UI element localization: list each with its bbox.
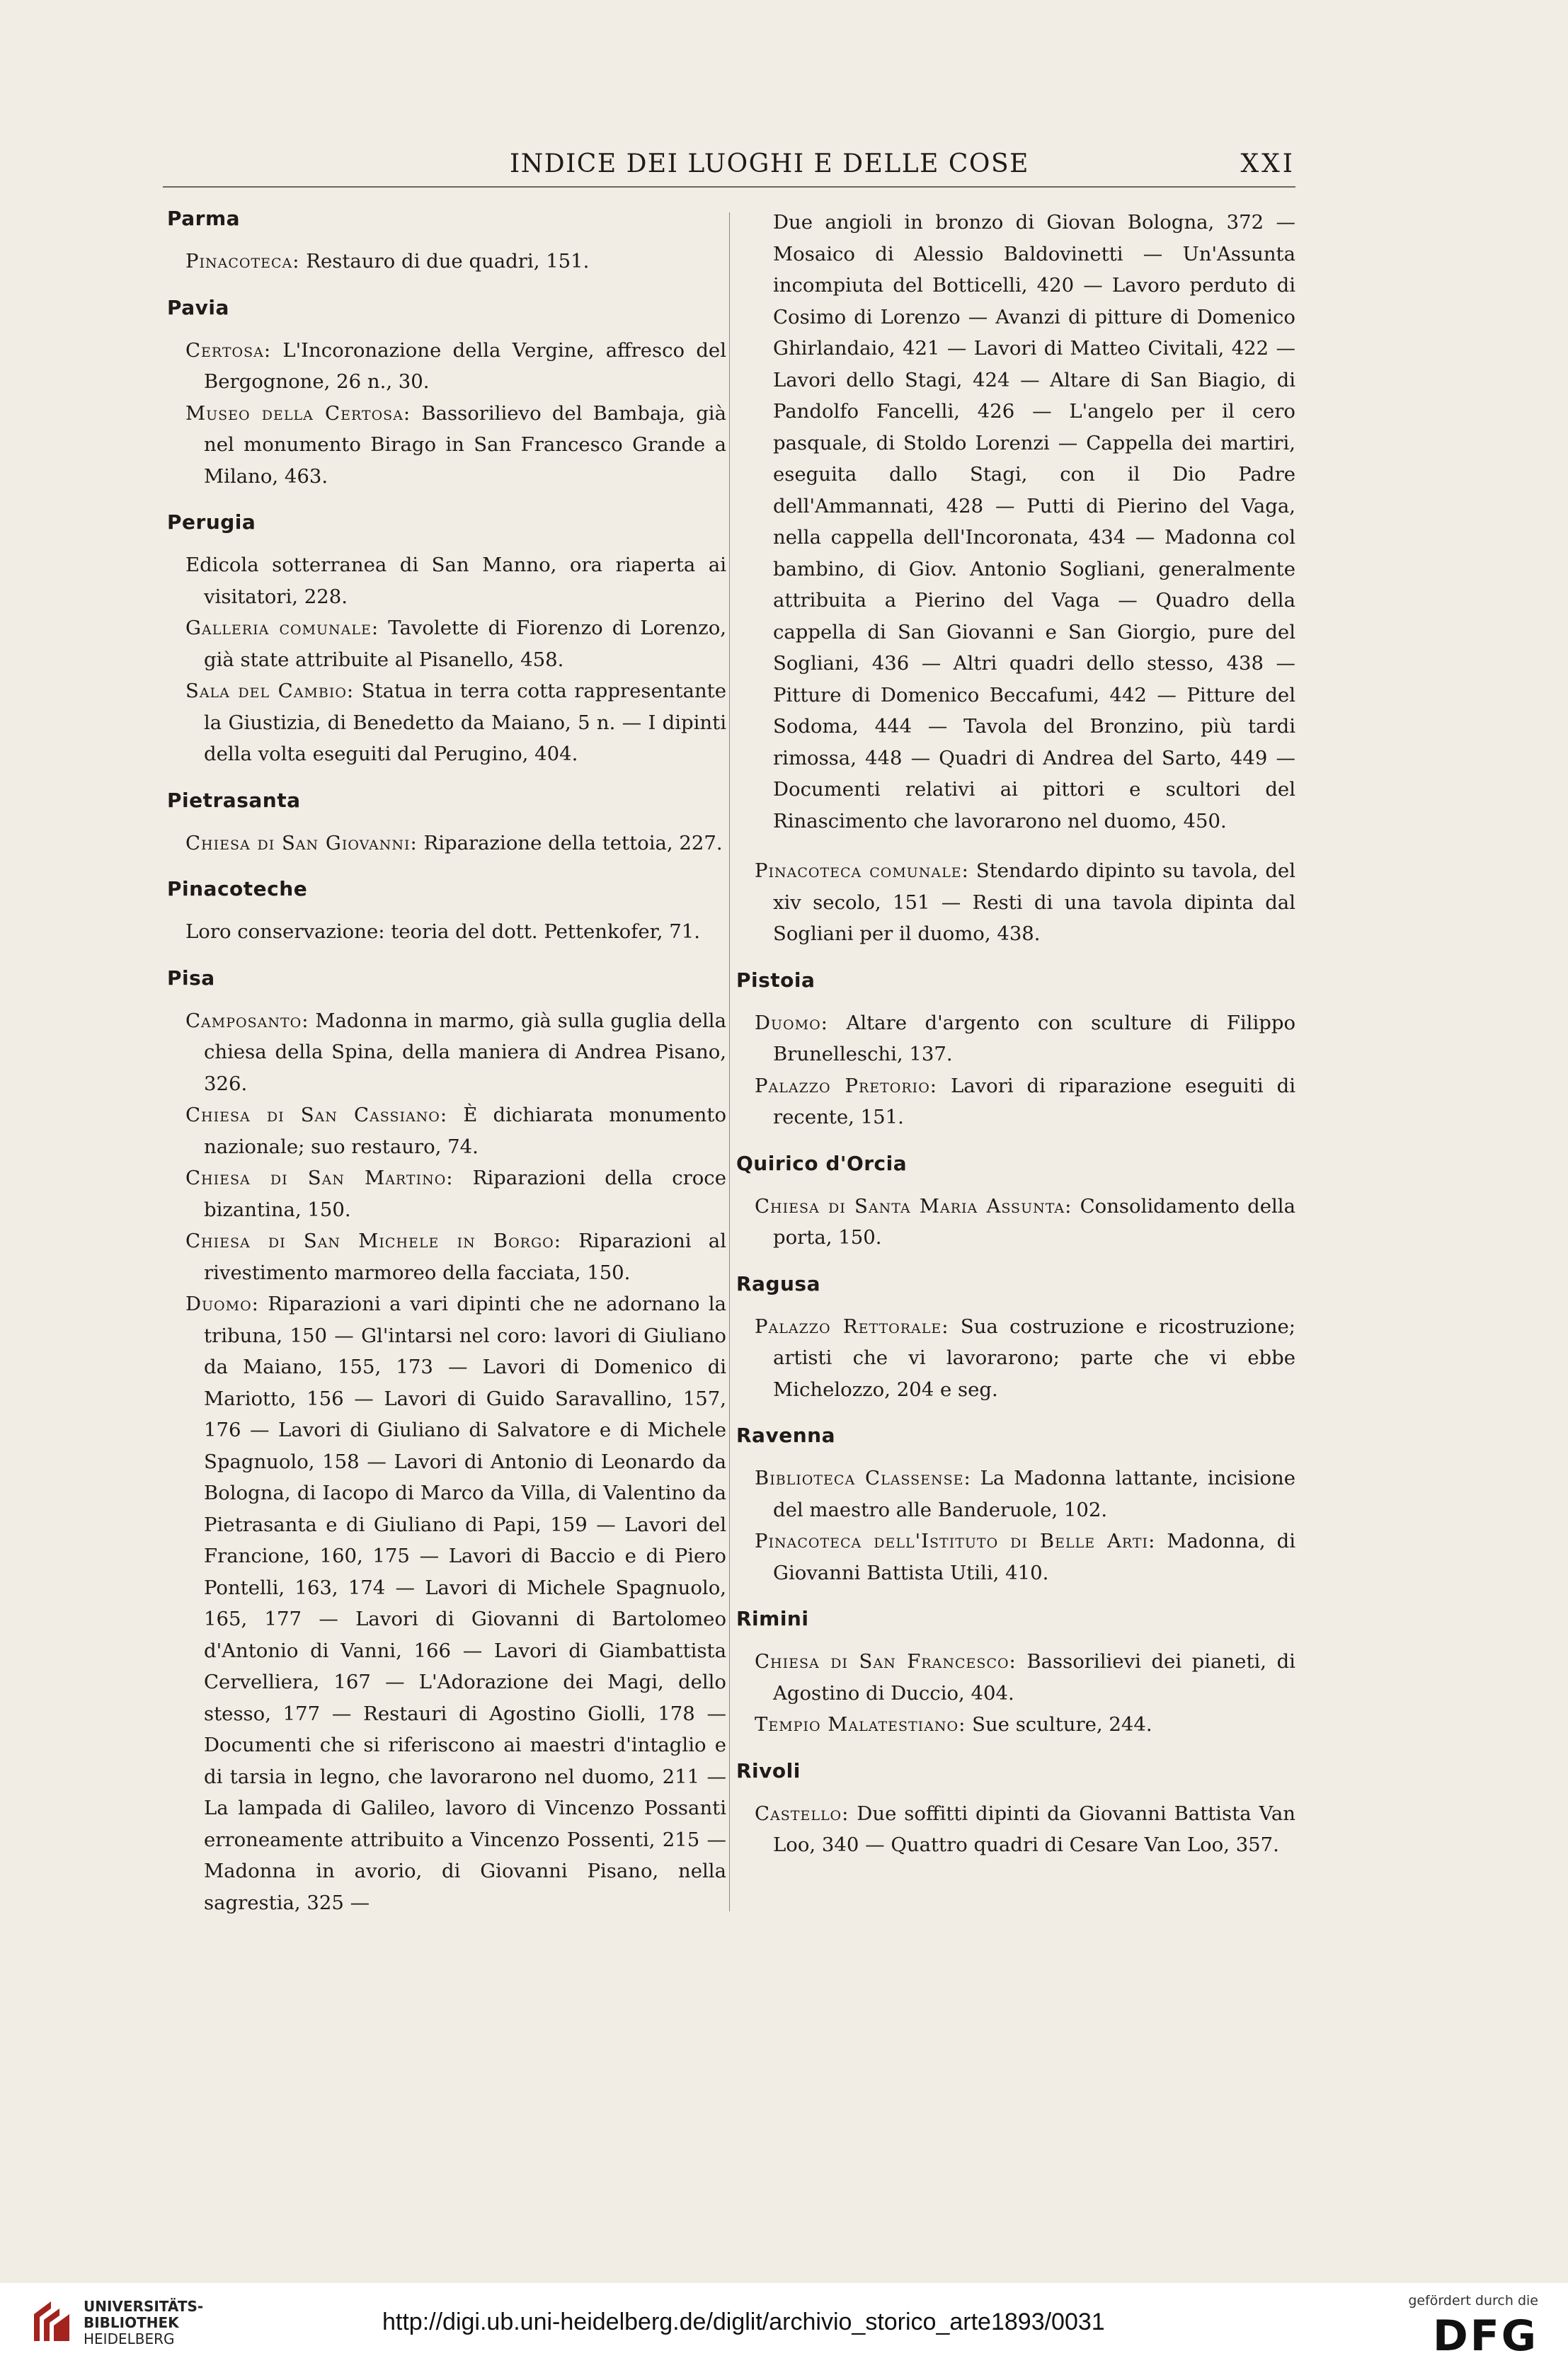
entry-text: Riparazione della tettoia, 227. [417,831,723,854]
index-section [732,968,1295,1133]
library-line-3: HEIDELBERG [84,2330,175,2347]
library-line-2: BIBLIOTHEK [84,2314,179,2331]
entry-text: Restauro di due quadri, 151. [299,250,590,273]
entry-text: Due soffitti dipinti da Giovanni Battista Van Loo, 340 — Quattro quadri di Cesare Van Loo, 357. [773,1802,1295,1856]
index-section [163,207,726,278]
entry-text: Riparazioni a vari dipinti che ne adornano la tribuna, 150 — Gl'intarsi nel coro: lavori di Giuliano da Maiano, 155, 173 — Lavori di Domenico di Mariotto, 156 — Lavori di Guido Saravallino, 157, 176 — Lavori di Giuliano di Salvatore e di Michele Spagnuolo, 158 — Lavori di Antonio di Leonardo da Bologna, di Iacopo di Marco da Villa, di Valentino da Pietrasanta e di Giuliano di Papi, 159 — Lavori del Francione, 160, 175 — Lavori di Baccio e di Piero Pontelli, 163, 174 — Lavori di Michele Spagnuolo, 165, 177 — Lavori di Giovanni di Bartolomeo d'Antonio di Vanni, 166 — Lavori di Giambattista Cervelliera, 167 — L'Adorazione dei Magi, dello stesso, 177 — Restauri di Agostino Giolli, 178 — Documenti che si riferiscono ai maestri d'intaglio e di tarsia in legno, che lavorarono nel duomo, 211 — La lampada di Galileo, lavoro di Vincenzo Possanti erroneamente attribuito a Vincenzo Possenti, 215 — Madonna in avorio, di Giovanni Pisano, nella sagrestia, 325 — [204,1293,726,1914]
entry-text: Lavori di riparazione eseguiti di recente, 151. [773,1074,1295,1128]
entry-label: Duomo: [755,1011,828,1034]
entry-label: Chiesa di Santa Maria Assunta: [755,1194,1072,1218]
index-entry [732,1007,1295,1070]
page-number: XXI [1240,149,1295,178]
entry-text: Edicola sotterranea di San Manno, ora riaperta ai visitatori, 228. [185,554,726,608]
place-heading: Rivoli [736,1758,801,1783]
entry-label: Palazzo Rettorale: [755,1315,949,1338]
entry-label: Chiesa di San Martino: [185,1167,454,1189]
index-entry [163,675,726,770]
entry-label: Tempio Malatestiano: [755,1713,966,1736]
index-entry [732,1709,1295,1741]
running-head: INDICE DEI LUOGHI E DELLE COSE [510,149,1029,178]
index-section [732,1272,1295,1406]
index-entry [163,916,726,948]
entry-text: Stendardo dipinto su tavola, del xiv secolo, 151 — Resti di una tavola dipinta dal Sogliani per il duomo, 438. [773,859,1295,945]
column-divider [729,212,730,1911]
index-entry [163,1099,726,1162]
place-heading: Pavia [167,295,229,319]
index-section [163,510,726,770]
index-entry [732,1191,1295,1254]
index-section [732,1152,1295,1254]
right-column [732,207,1295,1879]
entry-label: Museo della Certosa: [185,401,411,425]
place-heading: Pistoia [736,968,816,992]
dfg-logo: DFG [1432,2311,1538,2361]
entry-text: Madonna in marmo, già sulla guglia della chiesa della Spina, della maniera di Andrea Pisano, 326. [204,1009,726,1095]
page-header [163,145,1295,188]
index-section [163,877,726,948]
entry-text: Riparazioni al rivestimento marmoreo della facciata, 150. [204,1230,726,1284]
entry-text: Altare d'argento con sculture di Filippo Brunelleschi, 137. [773,1011,1295,1065]
library-line-1: UNIVERSITÄTS- [84,2298,204,2315]
index-section [732,1424,1295,1589]
entry-text: È dichiarata monumento nazionale; suo restauro, 74. [204,1104,726,1158]
index-section [732,1759,1295,1861]
entry-label: Palazzo Pretorio: [755,1074,938,1097]
entry-text: Bassorilievo del Bambaja, già nel monumento Birago in San Francesco Grande a Milano, 463. [204,401,726,488]
entry-text: Loro conservazione: teoria del dott. Pettenkofer, 71. [185,920,700,943]
place-heading: Pisa [167,966,215,990]
index-entry [732,855,1295,950]
entry-label: Certosa: [185,338,272,362]
entry-text: Sua costruzione e ricostruzione; artisti che vi lavorarono; parte che vi ebbe Michelozzo, 204 e seg. [773,1315,1295,1401]
entry-text: La Madonna lattante, incisione del maestro alle Banderuole, 102. [773,1467,1295,1521]
index-entry [163,1005,726,1100]
index-entry [732,1646,1295,1709]
place-heading: Quirico d'Orcia [736,1151,908,1175]
index-entry [163,335,726,398]
library-logo-icon [30,2299,74,2345]
entry-text: Bassorilievi dei pianeti, di Agostino di Duccio, 404. [773,1650,1295,1705]
entry-label: Chiesa di San Cassiano: [185,1104,448,1126]
index-entry [163,549,726,612]
index-entry [163,1288,726,1918]
entry-label: Pinacoteca comunale: [755,859,969,882]
place-heading: Parma [167,207,241,230]
entry-label: Galleria comunale: [185,617,379,639]
entry-label: Chiesa di San Francesco: [755,1650,1017,1673]
index-entry [163,398,726,493]
index-entry [732,1070,1295,1133]
entry-label: Biblioteca Classense: [755,1467,971,1489]
entry-label: Duomo: [185,1293,259,1315]
entry-text: Riparazioni della croce bizantina, 150. [204,1167,726,1221]
left-column [163,207,726,1937]
index-section [163,789,726,859]
index-section [163,966,726,1919]
entry-label: Chiesa di San Giovanni: [185,831,418,854]
viewer-footer [0,2283,1568,2363]
index-entry [732,1311,1295,1406]
entry-label: Pinacoteca: [185,250,300,273]
place-heading: Ravenna [736,1424,835,1447]
entry-text: Madonna, di Giovanni Battista Utili, 410. [773,1530,1296,1584]
entry-text: L'Incoronazione della Vergine, affresco del Bergognone, 26 n., 30. [204,338,726,393]
entry-label: Chiesa di San Michele in Borgo: [185,1230,562,1252]
index-entry [732,1798,1295,1861]
entry-text: Consolidamento della porta, 150. [773,1194,1295,1249]
entry-label: Sala del Cambio: [185,680,355,702]
entry-label: Camposanto: [185,1009,309,1032]
place-heading: Ragusa [736,1271,820,1295]
library-name [84,2299,203,2347]
index-entry [163,1225,726,1288]
index-section [732,1607,1295,1741]
index-entry [163,612,726,675]
index-entry [732,1526,1295,1589]
place-heading: Rimini [736,1607,809,1630]
continued-entry: Due angioli in bronzo di Giovan Bologna, 372 — Mosaico di Alessio Baldovinetti — Un'Assunta incompiuta del Botticelli, 420 — Lavoro perduto di Cosimo di Lorenzo — Avanzi di pitture di Domenico Ghirlandaio, 421 — Lavori di Matteo Civitali, 422 — Lavori dello Stagi, 424 — Altare di San Biagio, di Pandolfo Fancelli, 426 — L'angelo per il cero pasquale, di Stoldo Lorenzi — Cappella dei martiri, eseguita dallo Stagi, con il Dio Padre dell'Ammannati, 428 — Putti di Pierino del Vaga, nella cappella dell'Incoronata, 434 — Madonna col bambino, di Giov. Antonio Sogliani, generalmente attribuita a Pierino del Vaga — Quadro della cappella di San Giovanni e San Giorgio, pure del Sogliani, 436 — Altri quadri dello stesso, 438 — Pitture di Domenico Beccafumi, 442 — Pitture del Sodoma, 444 — Tavola del Bronzino, più tardi rimossa, 448 — Quadri di Andrea del Sarto, 449 — Documenti relativi ai pittori e scultori del Rinascimento che lavorarono nel duomo, 450. [773,211,1295,833]
index-entry [732,1463,1295,1526]
entry-text: Tavolette di Fiorenzo di Lorenzo, già state attribuite al Pisanello, 458. [204,617,726,671]
entry-text: Statua in terra cotta rappresentante la Giustizia, di Benedetto da Maiano, 5 n. — I dipinti della volta eseguiti dal Perugino, 404. [204,680,726,765]
permalink-url[interactable]: http://digi.ub.uni-heidelberg.de/diglit/archivio_storico_arte1893/0031 [382,2308,1105,2335]
place-heading: Pinacoteche [167,877,308,900]
index-section [732,855,1295,950]
entry-label: Castello: [755,1802,849,1825]
index-entry [163,828,726,859]
funded-by-label: gefördert durch die [1408,2293,1538,2308]
place-heading: Pietrasanta [167,788,301,812]
index-entry [163,1162,726,1225]
entry-label: Pinacoteca dell'Istituto di Belle Arti: [755,1530,1156,1552]
index-section [163,296,726,493]
index-entry [163,246,726,278]
place-heading: Perugia [167,510,256,534]
entry-text: Sue sculture, 244. [966,1713,1152,1736]
